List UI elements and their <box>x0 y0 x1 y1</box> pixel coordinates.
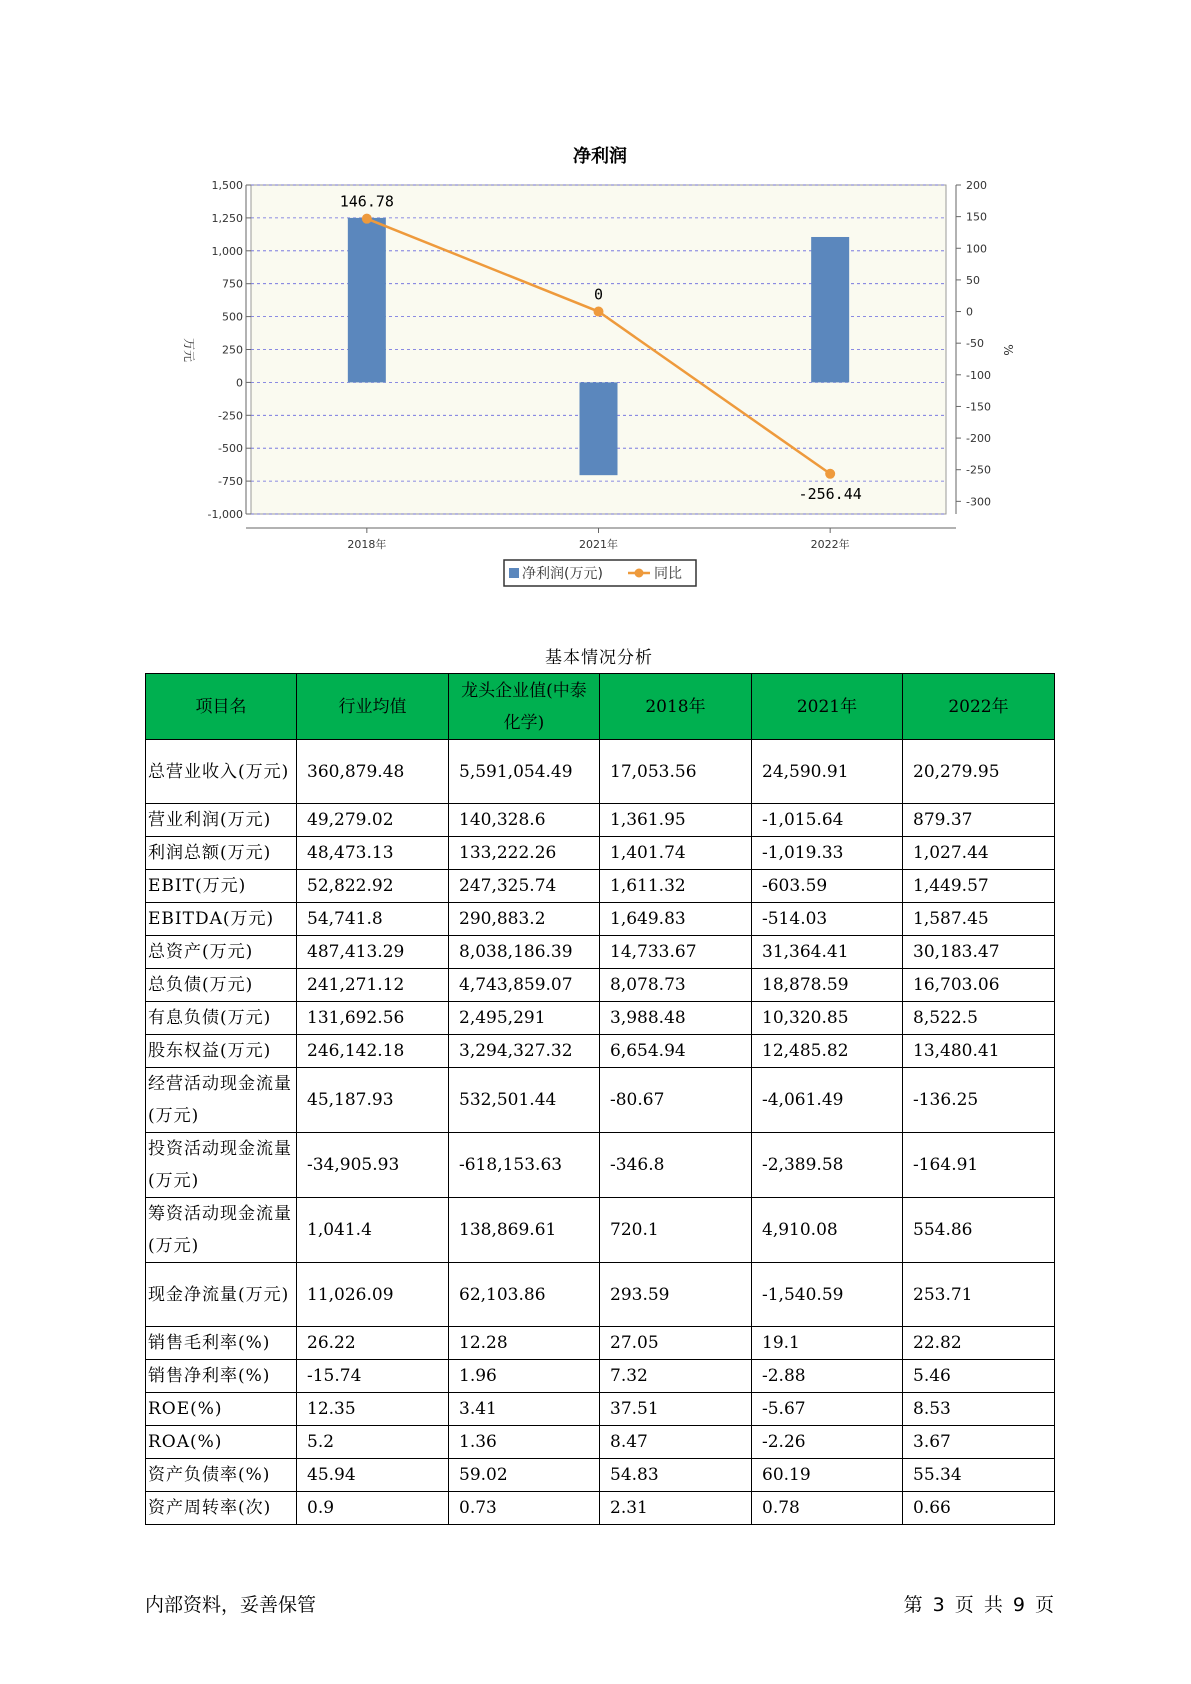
y-left-tick-label: 1,500 <box>211 179 243 192</box>
table-cell: 30,183.47 <box>903 936 1055 969</box>
legend-bar-label: 净利润(万元) <box>522 566 603 582</box>
basic-analysis-table <box>145 673 1055 1525</box>
y-left-tick-label: 750 <box>222 277 243 291</box>
y-right-tick-label: -300 <box>966 495 991 509</box>
table-cell: 49,279.02 <box>297 804 449 837</box>
table-cell: 253.71 <box>903 1263 1055 1327</box>
row-label-cell: 总营业收入(万元) <box>146 740 297 804</box>
table-row <box>146 1426 1055 1459</box>
table-cell: 138,869.61 <box>449 1198 600 1263</box>
table-cell: -2,389.58 <box>752 1133 903 1198</box>
y-right-tick-label: -100 <box>966 368 991 382</box>
table-row <box>146 1459 1055 1492</box>
table-cell: 360,879.48 <box>297 740 449 804</box>
yoy-point-1 <box>594 307 604 317</box>
table-cell: 11,026.09 <box>297 1263 449 1327</box>
table-cell: 8.53 <box>903 1393 1055 1426</box>
row-label-cell: ROE(%) <box>146 1393 297 1426</box>
table-cell: 554.86 <box>903 1198 1055 1263</box>
yoy-point-2 <box>825 469 835 479</box>
table-cell: 5,591,054.49 <box>449 740 600 804</box>
y-right-tick-label: 100 <box>966 242 987 256</box>
table-cell: 3.67 <box>903 1426 1055 1459</box>
table-cell: 5.2 <box>297 1426 449 1459</box>
table-cell: 3,988.48 <box>600 1002 752 1035</box>
table-cell: -80.67 <box>600 1068 752 1133</box>
x-tick-label: 2021年 <box>579 538 618 551</box>
y-left-tick-label: 250 <box>222 343 243 357</box>
y-right-tick-label: -200 <box>966 432 991 446</box>
table-cell: 31,364.41 <box>752 936 903 969</box>
table-cell: 4,743,859.07 <box>449 969 600 1002</box>
table-cell: 18,878.59 <box>752 969 903 1002</box>
table-cell: 1,027.44 <box>903 837 1055 870</box>
row-label-cell: EBITDA(万元) <box>146 903 297 936</box>
table-cell: 1.96 <box>449 1360 600 1393</box>
table-cell: -514.03 <box>752 903 903 936</box>
table-cell: 1,587.45 <box>903 903 1055 936</box>
table-cell: -618,153.63 <box>449 1133 600 1198</box>
table-cell: 8.47 <box>600 1426 752 1459</box>
row-label-cell: 资产周转率(次) <box>146 1492 297 1525</box>
data-label-2: -256.44 <box>798 484 862 503</box>
y-left-tick-label: 1,250 <box>211 211 243 225</box>
table-cell: 12,485.82 <box>752 1035 903 1068</box>
y-right-tick-label: -250 <box>966 463 991 477</box>
data-label-1: 0 <box>593 285 604 304</box>
table-cell: 140,328.6 <box>449 804 600 837</box>
table-row <box>146 1263 1055 1327</box>
y-right-tick-label: 150 <box>966 210 987 224</box>
row-label-cell: 股东权益(万元) <box>146 1035 297 1068</box>
y-right-tick-label: -150 <box>966 400 991 414</box>
table-cell: 1,449.57 <box>903 870 1055 903</box>
table-cell: 55.34 <box>903 1459 1055 1492</box>
table-cell: 45,187.93 <box>297 1068 449 1133</box>
table-cell: 54.83 <box>600 1459 752 1492</box>
table-header-row <box>146 674 1055 740</box>
table-row <box>146 1035 1055 1068</box>
table-cell: -1,015.64 <box>752 804 903 837</box>
header-cell: 2021年 <box>752 674 903 740</box>
table-cell: 1,041.4 <box>297 1198 449 1263</box>
table-cell: 7.32 <box>600 1360 752 1393</box>
row-label-cell: 现金净流量(万元) <box>146 1263 297 1327</box>
header-cell: 龙头企业值(中泰化学) <box>449 674 600 740</box>
table-cell: 17,053.56 <box>600 740 752 804</box>
table-row <box>146 740 1055 804</box>
bar-0 <box>348 218 386 383</box>
table-cell: 1,611.32 <box>600 870 752 903</box>
row-label-cell: 总负债(万元) <box>146 969 297 1002</box>
y-left-tick-label: -500 <box>218 442 243 456</box>
table-cell: 3.41 <box>449 1393 600 1426</box>
table-row <box>146 1393 1055 1426</box>
table-cell: 45.94 <box>297 1459 449 1492</box>
table-cell: 879.37 <box>903 804 1055 837</box>
table-cell: 0.9 <box>297 1492 449 1525</box>
table-cell: -136.25 <box>903 1068 1055 1133</box>
row-label-cell: 资产负债率(%) <box>146 1459 297 1492</box>
row-label-cell: 有息负债(万元) <box>146 1002 297 1035</box>
y-right-tick-label: 0 <box>966 305 973 319</box>
table-cell: 12.28 <box>449 1327 600 1360</box>
table-row <box>146 1360 1055 1393</box>
table-cell: 62,103.86 <box>449 1263 600 1327</box>
table-cell: 60.19 <box>752 1459 903 1492</box>
table-row <box>146 1133 1055 1198</box>
x-tick-label: 2022年 <box>810 538 850 551</box>
yoy-point-0 <box>362 214 372 224</box>
row-label-cell: 投资活动现金流量(万元) <box>146 1133 297 1198</box>
table-cell: 241,271.12 <box>297 969 449 1002</box>
table-cell: -603.59 <box>752 870 903 903</box>
legend-line-marker <box>635 569 644 578</box>
table-row <box>146 1198 1055 1263</box>
header-cell: 行业均值 <box>297 674 449 740</box>
table-cell: 14,733.67 <box>600 936 752 969</box>
y-left-tick-label: 0 <box>236 376 243 390</box>
table-row <box>146 969 1055 1002</box>
bar-1 <box>580 382 618 475</box>
legend-bar-swatch <box>509 568 519 578</box>
table-cell: 133,222.26 <box>449 837 600 870</box>
data-label-0: 146.78 <box>339 192 394 211</box>
table-cell: -2.88 <box>752 1360 903 1393</box>
net-profit-chart <box>0 0 1191 620</box>
table-cell: 247,325.74 <box>449 870 600 903</box>
table-cell: 293.59 <box>600 1263 752 1327</box>
table-cell: 4,910.08 <box>752 1198 903 1263</box>
table-row <box>146 1068 1055 1133</box>
legend-line-label: 同比 <box>654 566 682 582</box>
table-cell: 290,883.2 <box>449 903 600 936</box>
table-cell: 27.05 <box>600 1327 752 1360</box>
table-cell: -1,540.59 <box>752 1263 903 1327</box>
table-cell: 532,501.44 <box>449 1068 600 1133</box>
table-cell: 13,480.41 <box>903 1035 1055 1068</box>
table-cell: 48,473.13 <box>297 837 449 870</box>
row-label-cell: 经营活动现金流量(万元) <box>146 1068 297 1133</box>
table-cell: 54,741.8 <box>297 903 449 936</box>
table-cell: 1,361.95 <box>600 804 752 837</box>
row-label-cell: 营业利润(万元) <box>146 804 297 837</box>
table-cell: -4,061.49 <box>752 1068 903 1133</box>
table-cell: 487,413.29 <box>297 936 449 969</box>
row-label-cell: 筹资活动现金流量(万元) <box>146 1198 297 1263</box>
header-cell: 2022年 <box>903 674 1055 740</box>
table-row <box>146 936 1055 969</box>
y-axis-left-label: 万元 <box>182 337 196 363</box>
footer-confidential-note: 内部资料，妥善保管 <box>145 1594 317 1616</box>
y-left-tick-label: 1,000 <box>211 244 243 258</box>
x-tick-label: 2018年 <box>347 538 387 551</box>
y-left-tick-label: -750 <box>218 475 243 489</box>
table-cell: 1.36 <box>449 1426 600 1459</box>
table-row <box>146 837 1055 870</box>
table-cell: -1,019.33 <box>752 837 903 870</box>
table-title: 基本情况分析 <box>545 648 653 668</box>
table-cell: 6,654.94 <box>600 1035 752 1068</box>
table-cell: 20,279.95 <box>903 740 1055 804</box>
table-cell: 2,495,291 <box>449 1002 600 1035</box>
table-cell: -164.91 <box>903 1133 1055 1198</box>
table-cell: 26.22 <box>297 1327 449 1360</box>
table-cell: 10,320.85 <box>752 1002 903 1035</box>
table-cell: 12.35 <box>297 1393 449 1426</box>
table-cell: -15.74 <box>297 1360 449 1393</box>
row-label-cell: EBIT(万元) <box>146 870 297 903</box>
table-cell: 2.31 <box>600 1492 752 1525</box>
table-cell: 5.46 <box>903 1360 1055 1393</box>
y-left-tick-label: -1,000 <box>207 508 243 521</box>
table-cell: -34,905.93 <box>297 1133 449 1198</box>
table-row <box>146 1492 1055 1525</box>
table-cell: 59.02 <box>449 1459 600 1492</box>
table-cell: 37.51 <box>600 1393 752 1426</box>
y-right-tick-label: -50 <box>966 337 984 351</box>
row-label-cell: 销售毛利率(%) <box>146 1327 297 1360</box>
table-cell: 0.66 <box>903 1492 1055 1525</box>
table-cell: 3,294,327.32 <box>449 1035 600 1068</box>
footer-page-number: 第 3 页 共 9 页 <box>903 1594 1054 1616</box>
table-row <box>146 804 1055 837</box>
table-cell: 8,078.73 <box>600 969 752 1002</box>
table-cell: -2.26 <box>752 1426 903 1459</box>
table-cell: 1,401.74 <box>600 837 752 870</box>
row-label-cell: 利润总额(万元) <box>146 837 297 870</box>
table-cell: 22.82 <box>903 1327 1055 1360</box>
table-cell: 0.78 <box>752 1492 903 1525</box>
table-cell: 52,822.92 <box>297 870 449 903</box>
table-cell: -5.67 <box>752 1393 903 1426</box>
table-row <box>146 1327 1055 1360</box>
table-cell: 16,703.06 <box>903 969 1055 1002</box>
y-right-tick-label: 50 <box>966 273 980 287</box>
table-cell: 0.73 <box>449 1492 600 1525</box>
legend <box>504 560 696 586</box>
row-label-cell: ROA(%) <box>146 1426 297 1459</box>
table-cell: 19.1 <box>752 1327 903 1360</box>
y-right-tick-label: 200 <box>966 179 987 192</box>
table-cell: 246,142.18 <box>297 1035 449 1068</box>
table-cell: 8,522.5 <box>903 1002 1055 1035</box>
table-row <box>146 1002 1055 1035</box>
bar-2 <box>811 237 849 382</box>
y-left-tick-label: -250 <box>218 409 243 423</box>
table-cell: 131,692.56 <box>297 1002 449 1035</box>
y-axis-right-label: % <box>1001 344 1015 356</box>
header-cell: 项目名 <box>146 674 297 740</box>
table-cell: 24,590.91 <box>752 740 903 804</box>
table-cell: -346.8 <box>600 1133 752 1198</box>
y-left-tick-label: 500 <box>222 310 243 324</box>
table-cell: 1,649.83 <box>600 903 752 936</box>
table-cell: 720.1 <box>600 1198 752 1263</box>
row-label-cell: 总资产(万元) <box>146 936 297 969</box>
row-label-cell: 销售净利率(%) <box>146 1360 297 1393</box>
table-row <box>146 903 1055 936</box>
table-cell: 8,038,186.39 <box>449 936 600 969</box>
table-row <box>146 870 1055 903</box>
header-cell: 2018年 <box>600 674 752 740</box>
chart-title: 净利润 <box>573 146 627 167</box>
